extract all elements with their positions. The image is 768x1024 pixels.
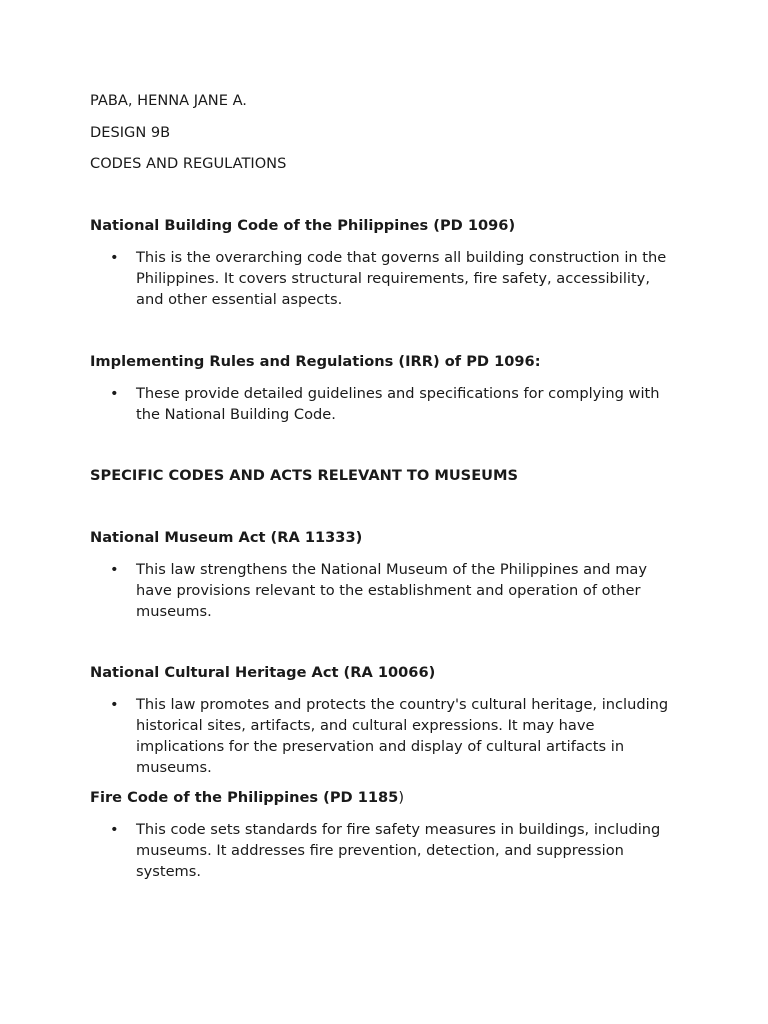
heading-museum-act: National Museum Act (RA 11333) bbox=[90, 529, 363, 546]
bullet-icon: • bbox=[110, 249, 119, 266]
bullet-icon: • bbox=[110, 696, 119, 713]
list-item-text: This is the overarching code that governs all building construction in the Philippines. It covers structural requirements, fire safety, accessibility, and other essential aspects. bbox=[136, 249, 667, 308]
list-item-text: These provide detailed guidelines and specifications for complying with the National Building Code. bbox=[136, 385, 660, 423]
heading-museum-codes: SPECIFIC CODES AND ACTS RELEVANT TO MUSEUMS bbox=[90, 467, 519, 484]
heading-fire-code-tail: ) bbox=[398, 789, 405, 806]
class-label: DESIGN 9B bbox=[90, 124, 171, 141]
heading-irr: Implementing Rules and Regulations (IRR) of PD 1096: bbox=[90, 353, 541, 370]
author-name: PABA, HENNA JANE A. bbox=[90, 92, 247, 109]
heading-heritage-act: National Cultural Heritage Act (RA 10066) bbox=[90, 664, 436, 681]
subject-title: CODES AND REGULATIONS bbox=[90, 155, 287, 172]
list-item-text: This code sets standards for fire safety measures in buildings, including museums. It addresses fire prevention, detection, and suppression systems. bbox=[136, 821, 661, 880]
bullet-icon: • bbox=[110, 561, 119, 578]
bullet-icon: • bbox=[110, 821, 119, 838]
bullet-icon: • bbox=[110, 385, 119, 402]
list-item-text: This law promotes and protects the country's cultural heritage, including historical sites, artifacts, and cultural expressions. It may have implications for the preservation and display of cultural artifacts in museums. bbox=[136, 696, 669, 776]
heading-building-code: National Building Code of the Philippines (PD 1096) bbox=[90, 217, 516, 234]
list-item-text: This law strengthens the National Museum of the Philippines and may have provisions relevant to the establishment and operation of other museums. bbox=[136, 561, 647, 620]
heading-fire-code-bold: Fire Code of the Philippines (PD 1185 bbox=[90, 789, 399, 806]
heading-fire-code bbox=[90, 788, 404, 808]
